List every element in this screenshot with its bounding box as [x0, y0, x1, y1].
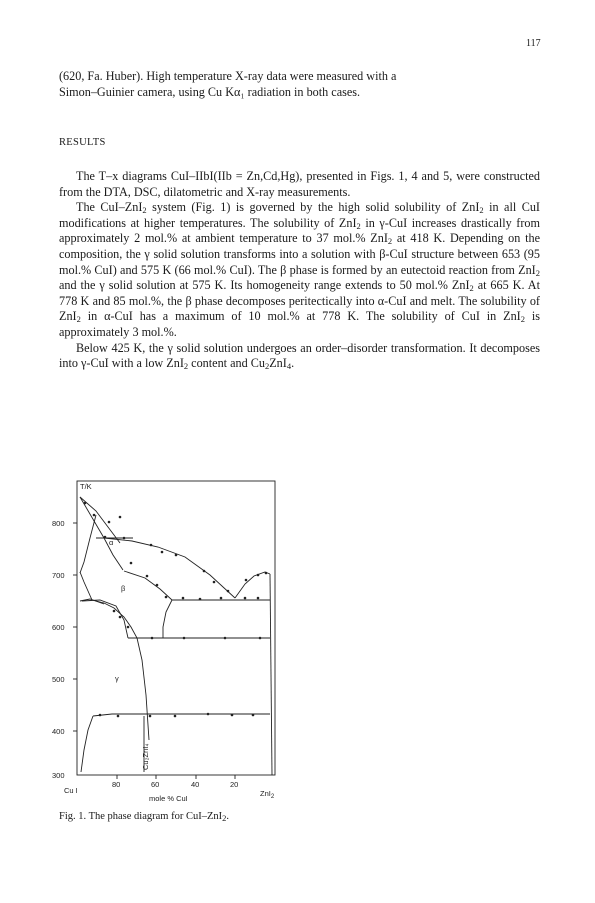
compound-label: Cu₂ZnI₄: [141, 743, 150, 770]
x-tick-80: 80: [112, 780, 121, 789]
paragraph-1: The T–x diagrams CuI–IIbI(IIb = Zn,Cd,Hg), presented in Figs. 1, 4 and 5, were constructed from the DTA, DSC, dilatometric and X-ray measurements.: [59, 169, 540, 199]
phase-label-alpha: α: [109, 538, 114, 547]
paragraph-3: Below 425 K, the γ solid solution undergoes an order–disorder transformation. It decomposes into γ-CuI with a low ZnI$_2$ content and $Cu_2ZnI_4$.: [59, 340, 540, 372]
y-tick-700: 700: [52, 571, 65, 580]
y-axis-label: T/K: [80, 482, 92, 491]
y-tick-300: 300: [52, 771, 65, 780]
paragraph-2: The CuI–ZnI$_2$ system (Fig. 1) is governed by the high solid solubility of ZnI$_2$ in all CuI modifications at higher temperatures. The solubility of ZnI$_2$ in γ-CuI increases drastically from approximately 2 mol.% at ambient temperature to 37 mol.% ZnI$_2$ at 418 K. Depending on the composition, the γ solid solution transforms into a solution with β-CuI structure between 653 (95 mol.% CuI) and 575 K (66 mol.% CuI). The β phase is formed by an eutectoid reaction from ZnI$_2$ and the γ solid solution at 575 K. Its homogeneity range extends to 50 mol.% ZnI$_2$ at 665 K. At 778 K and 85 mol.%, the β phase decomposes peritectically into α-CuI and melt. The solubility of ZnI$_2$ in α-CuI has a maximum of 10 mol.% at 778 K. The solubility of CuI in ZnI$_2$ is approximately 3 mol.%.: [59, 200, 540, 339]
x-tick-40: 40: [191, 780, 200, 789]
intro-line-1: (620, Fa. Huber). High temperature X-ray data were measured with a: [59, 69, 397, 83]
x-axis-label: mole % CuI: [149, 794, 188, 803]
intro-line-2: Simon–Guinier camera, using Cu Kα₁ radiation in both cases.: [59, 84, 361, 99]
y-tick-600: 600: [52, 623, 65, 632]
x-tick-60: 60: [151, 780, 160, 789]
x-tick-20: 20: [230, 780, 239, 789]
x-right-label: ZnI$_2$: [260, 789, 275, 800]
figure-caption: Fig. 1. The phase diagram for CuI–ZnI$_2$.: [59, 811, 229, 823]
x-left-label: Cu I: [64, 786, 78, 795]
page-number: 117: [526, 38, 541, 49]
phase-label-gamma: γ: [115, 674, 119, 683]
phase-label-beta: β: [121, 584, 126, 593]
y-tick-800: 800: [52, 519, 65, 528]
y-tick-500: 500: [52, 675, 65, 684]
section-heading-results: RESULTS: [59, 137, 106, 148]
y-tick-400: 400: [52, 727, 65, 736]
